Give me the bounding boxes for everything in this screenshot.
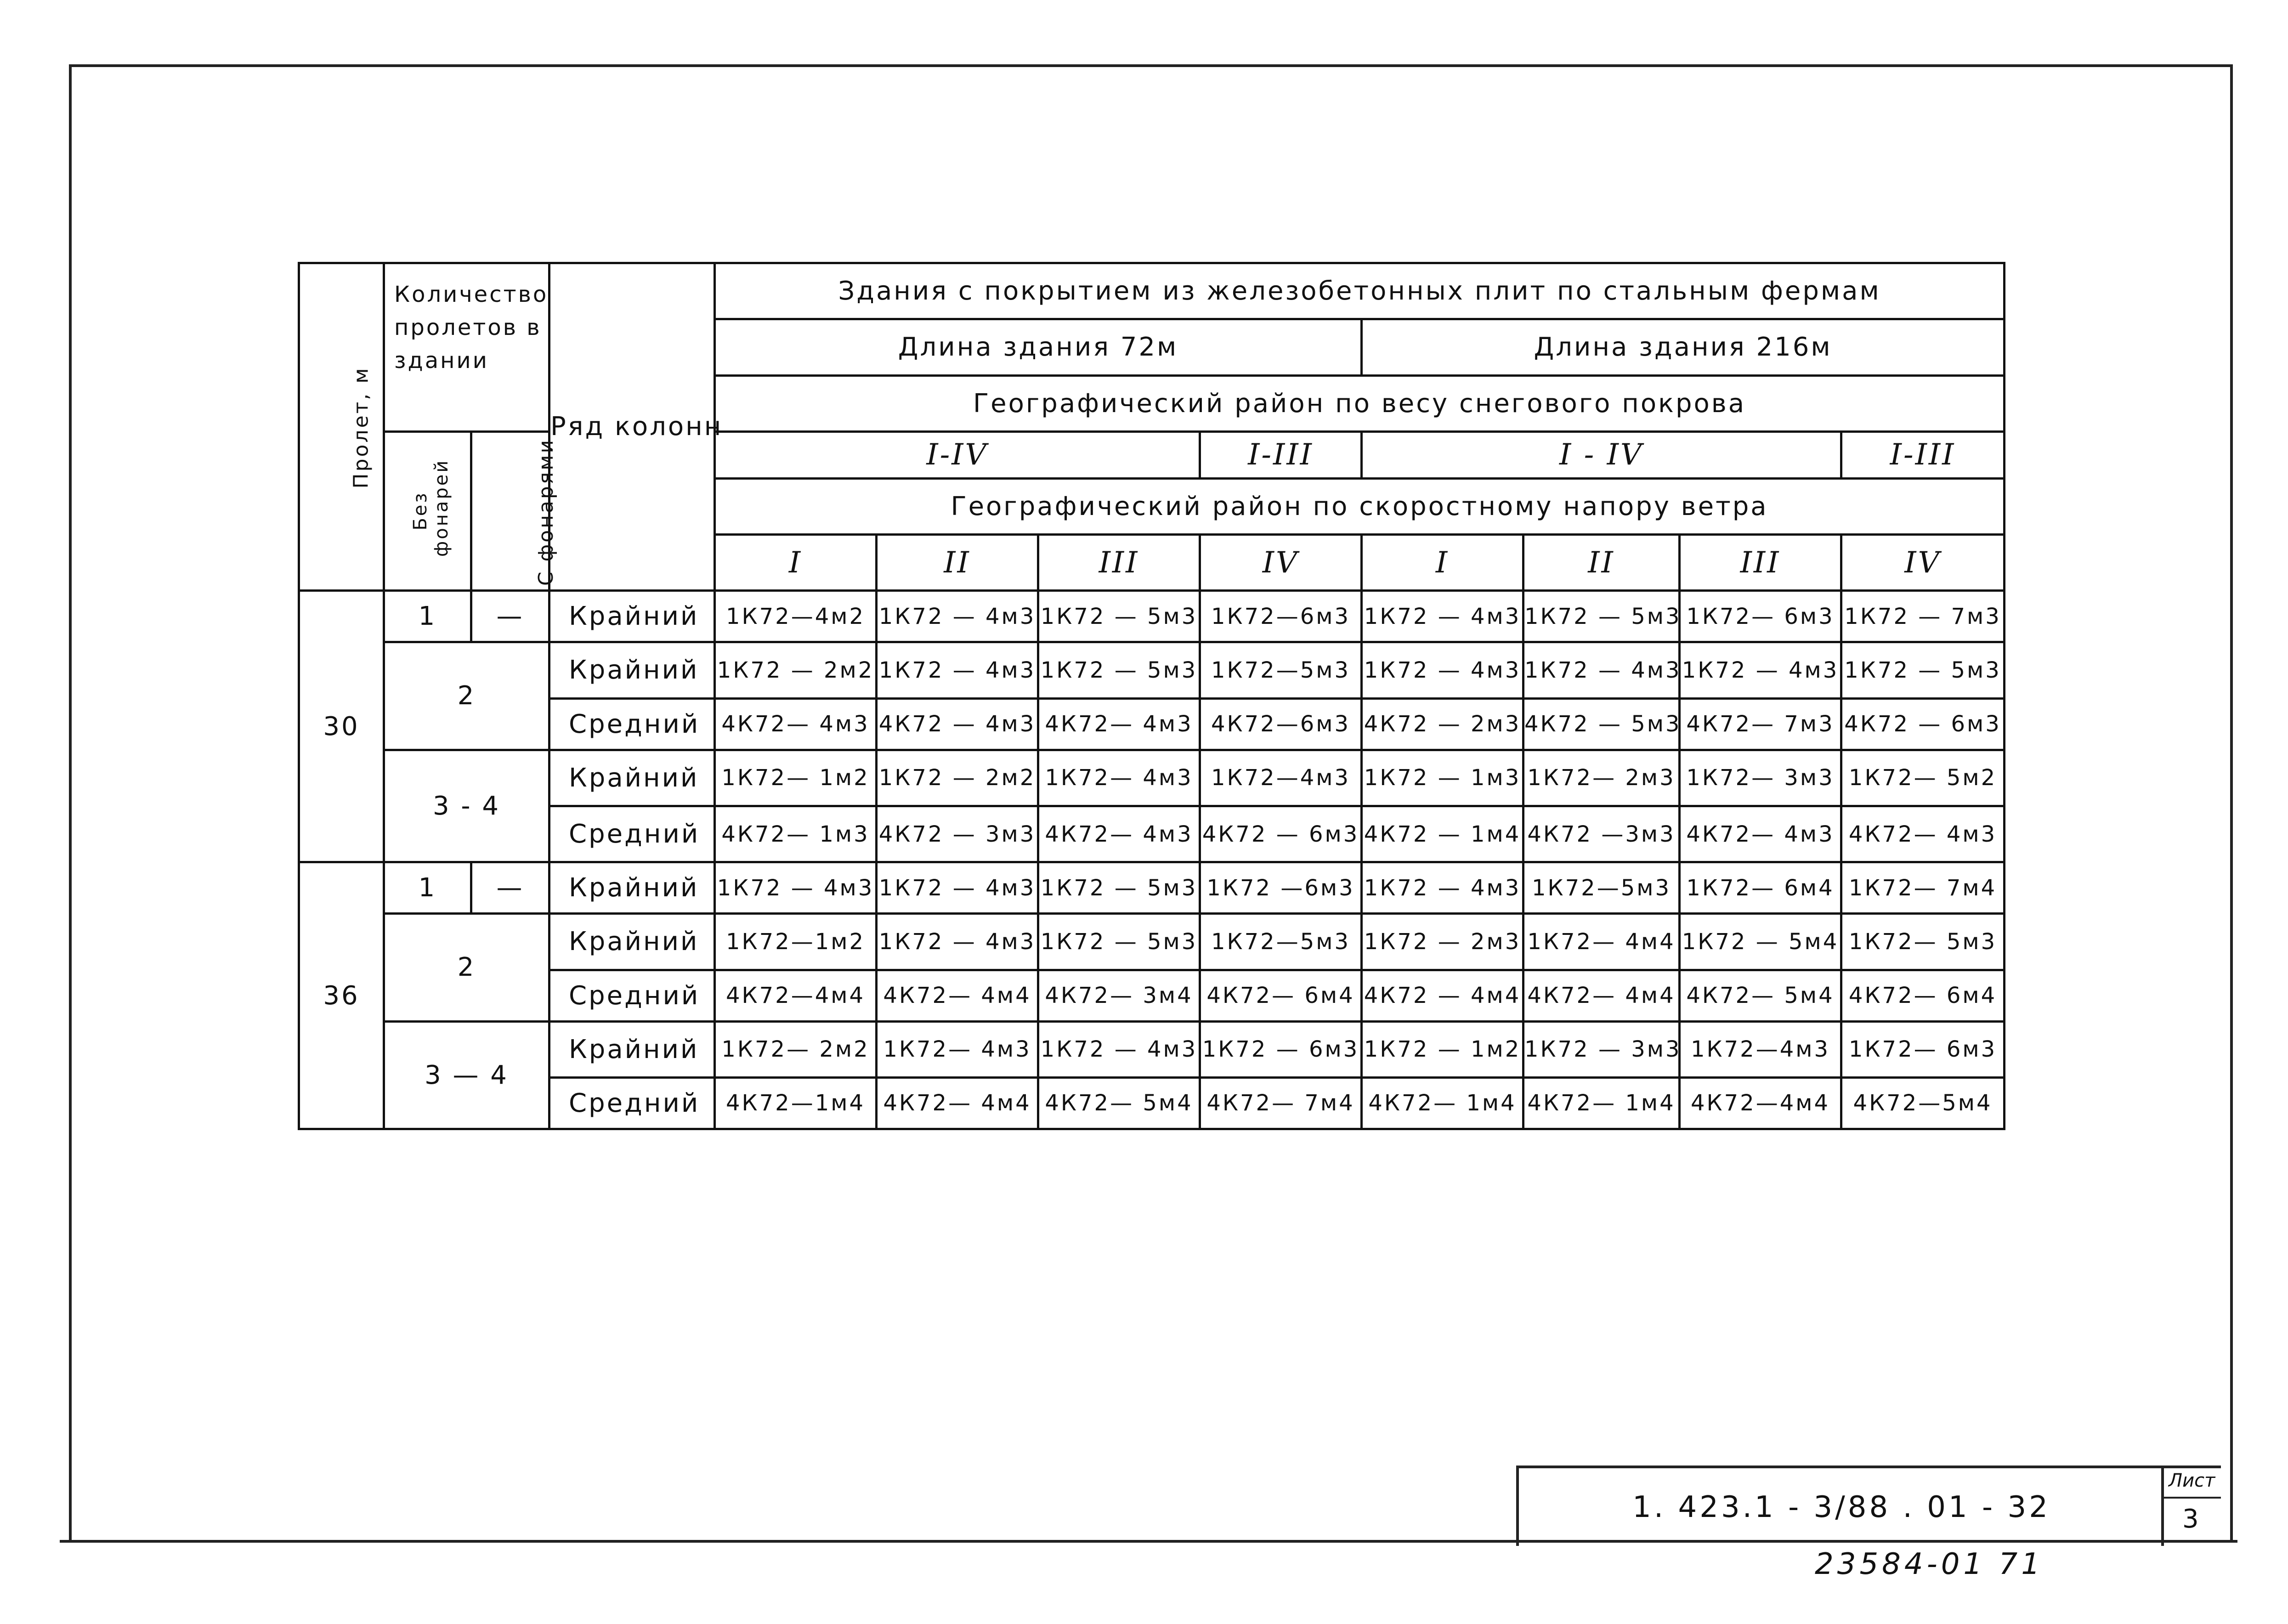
column-row-header: Ряд колонн	[549, 263, 715, 591]
column-mark: 1К72 — 1м3	[1362, 750, 1523, 806]
column-mark: 4К72—5м4	[1841, 1077, 2005, 1129]
column-mark: 1К72— 5м3	[1841, 914, 2005, 970]
column-mark: 1К72 — 3м3	[1523, 1021, 1680, 1077]
row-type: Крайний	[549, 862, 715, 914]
column-spec-table	[298, 262, 2005, 1130]
row-type: Средний	[549, 1077, 715, 1129]
column-mark: 4К72—6м3	[1200, 698, 1362, 750]
column-mark: 4К72 — 2м3	[1362, 698, 1523, 750]
column-mark: 1К72— 2м2	[715, 1021, 877, 1077]
column-mark: 1К72 — 5м3	[1038, 914, 1200, 970]
column-mark: 1К72 — 4м3	[877, 591, 1038, 642]
column-mark: 1К72— 4м3	[877, 1021, 1038, 1077]
column-mark: 1К72 — 2м2	[715, 642, 877, 698]
column-mark: 4К72—1м4	[715, 1077, 877, 1129]
row-type: Крайний	[549, 914, 715, 970]
sheet-box	[2161, 1466, 2221, 1546]
column-mark: 4К72— 4м4	[877, 970, 1038, 1021]
row-type: Средний	[549, 970, 715, 1021]
spans-count: 3 — 4	[384, 1021, 549, 1129]
column-mark: 4К72 — 1м4	[1362, 806, 1523, 862]
table-row	[299, 1077, 2005, 1129]
table-row	[299, 698, 2005, 750]
row-type: Крайний	[549, 750, 715, 806]
column-mark: 1К72— 6м4	[1680, 862, 1841, 914]
column-mark: 1К72 — 4м3	[1523, 642, 1680, 698]
column-mark: 1К72—6м3	[1200, 591, 1362, 642]
spans-count: 3 - 4	[384, 750, 549, 862]
column-mark: 1К72— 4м3	[1038, 750, 1200, 806]
column-mark: 1К72 — 5м3	[1523, 591, 1680, 642]
snow-region-header: Географический район по весу снегового покрова	[715, 375, 2005, 431]
title-block	[1516, 1466, 2224, 1548]
span-value: 30	[299, 591, 384, 862]
building-type-header: Здания с покрытием из железобетонных плит по стальным фермам	[715, 263, 2005, 319]
column-mark: 1К72 — 5м4	[1680, 914, 1841, 970]
column-mark: 1К72 — 4м3	[1038, 1021, 1200, 1077]
table-row	[299, 642, 2005, 698]
wind-region-header: Географический район по скоростному напору ветра	[715, 478, 2005, 534]
wind-zone: I	[715, 534, 877, 590]
spans-count: 1	[384, 862, 471, 914]
column-mark: 1К72— 7м4	[1841, 862, 2005, 914]
column-mark: 1К72 — 1м2	[1362, 1021, 1523, 1077]
column-mark: 1К72— 4м4	[1523, 914, 1680, 970]
column-mark: 4К72— 1м3	[715, 806, 877, 862]
column-mark: 4К72— 4м3	[715, 698, 877, 750]
sheet-label: Лист	[2169, 1470, 2215, 1491]
lantern-dash: —	[471, 591, 549, 642]
column-mark: 4К72— 5м4	[1038, 1077, 1200, 1129]
column-mark: 1К72 — 4м3	[877, 914, 1038, 970]
column-mark: 4К72— 5м4	[1680, 970, 1841, 1021]
column-mark: 4К72— 1м4	[1362, 1077, 1523, 1129]
column-mark: 1К72— 6м3	[1841, 1021, 2005, 1077]
column-mark: 4К72 —3м3	[1523, 806, 1680, 862]
wind-zone: I	[1362, 534, 1523, 590]
column-mark: 1К72 — 4м3	[1362, 642, 1523, 698]
column-mark: 4К72 — 6м3	[1200, 806, 1362, 862]
inventory-number: 23584-01 71	[1815, 1547, 2044, 1581]
length-72-header: Длина здания 72м	[715, 319, 1362, 375]
column-mark: 1К72—4м3	[1680, 1021, 1841, 1077]
column-mark: 4К72—4м4	[715, 970, 877, 1021]
column-mark: 1К72— 6м3	[1680, 591, 1841, 642]
column-mark: 4К72— 4м3	[1038, 806, 1200, 862]
spans-count: 2	[384, 914, 549, 1021]
column-mark: 4К72— 4м4	[1523, 970, 1680, 1021]
with-lanterns-header: С фонарями	[471, 431, 549, 590]
column-mark: 1К72 — 4м3	[877, 862, 1038, 914]
table-row	[299, 806, 2005, 862]
column-mark: 4К72— 4м3	[1038, 698, 1200, 750]
table-row	[299, 914, 2005, 970]
span-header: Пролет, м	[299, 263, 384, 591]
column-mark: 4К72— 7м3	[1680, 698, 1841, 750]
column-mark: 4К72—4м4	[1680, 1077, 1841, 1129]
wind-zone: II	[877, 534, 1038, 590]
row-type: Крайний	[549, 591, 715, 642]
table-row	[299, 1021, 2005, 1077]
sheet-number: 3	[2182, 1504, 2199, 1534]
wind-zone: III	[1680, 534, 1841, 590]
column-mark: 1К72— 5м2	[1841, 750, 2005, 806]
document-code: 1. 423.1 - 3/88 . 01 - 32	[1516, 1466, 2164, 1546]
column-mark: 4К72— 6м4	[1841, 970, 2005, 1021]
column-mark: 1К72—1м2	[715, 914, 877, 970]
column-mark: 1К72—4м3	[1200, 750, 1362, 806]
column-mark: 1К72—5м3	[1200, 642, 1362, 698]
column-mark: 1К72 — 4м3	[877, 642, 1038, 698]
column-mark: 4К72— 4м4	[877, 1077, 1038, 1129]
column-mark: 4К72 — 4м3	[877, 698, 1038, 750]
column-mark: 4К72— 4м3	[1680, 806, 1841, 862]
column-mark: 1К72 — 7м3	[1841, 591, 2005, 642]
column-mark: 4К72— 1м4	[1523, 1077, 1680, 1129]
wind-zone: IV	[1841, 534, 2005, 590]
column-mark: 1К72 — 4м3	[715, 862, 877, 914]
column-mark: 1К72 — 4м3	[1680, 642, 1841, 698]
column-mark: 1К72 — 4м3	[1362, 862, 1523, 914]
snow-range-1: I-IV	[715, 431, 1200, 478]
column-mark: 4К72— 3м4	[1038, 970, 1200, 1021]
snow-range-4: I-III	[1841, 431, 2005, 478]
spans-count-header: Количество пролетов в здании	[384, 263, 549, 432]
column-mark: 4К72— 4м3	[1841, 806, 2005, 862]
row-type: Крайний	[549, 1021, 715, 1077]
wind-zone: III	[1038, 534, 1200, 590]
length-216-header: Длина здания 216м	[1362, 319, 2005, 375]
no-lanterns-header: Без фонарей	[384, 431, 471, 590]
table-row	[299, 750, 2005, 806]
wind-zone: IV	[1200, 534, 1362, 590]
row-type: Крайний	[549, 642, 715, 698]
spans-count: 1	[384, 591, 471, 642]
column-mark: 1К72 — 5м3	[1038, 862, 1200, 914]
column-mark: 1К72 — 6м3	[1200, 1021, 1362, 1077]
column-mark: 1К72—5м3	[1523, 862, 1680, 914]
span-value: 36	[299, 862, 384, 1129]
column-mark: 4К72 — 6м3	[1841, 698, 2005, 750]
table-row	[299, 970, 2005, 1021]
row-type: Средний	[549, 806, 715, 862]
snow-range-2: I-III	[1200, 431, 1362, 478]
column-mark: 1К72 — 5м3	[1038, 591, 1200, 642]
column-mark: 1К72— 3м3	[1680, 750, 1841, 806]
column-mark: 4К72 — 4м4	[1362, 970, 1523, 1021]
column-mark: 4К72 — 3м3	[877, 806, 1038, 862]
table-row	[299, 862, 2005, 914]
snow-range-3: I - IV	[1362, 431, 1841, 478]
spans-count: 2	[384, 642, 549, 750]
column-mark: 1К72—5м3	[1200, 914, 1362, 970]
lantern-dash: —	[471, 862, 549, 914]
column-mark: 1К72 — 2м2	[877, 750, 1038, 806]
row-type: Средний	[549, 698, 715, 750]
wind-zone: II	[1523, 534, 1680, 590]
column-mark: 4К72— 6м4	[1200, 970, 1362, 1021]
column-mark: 1К72— 2м3	[1523, 750, 1680, 806]
column-mark: 1К72 — 5м3	[1841, 642, 2005, 698]
column-mark: 1К72 — 4м3	[1362, 591, 1523, 642]
column-mark: 1К72 — 2м3	[1362, 914, 1523, 970]
column-mark: 4К72 — 5м3	[1523, 698, 1680, 750]
column-mark: 4К72— 7м4	[1200, 1077, 1362, 1129]
table-row	[299, 591, 2005, 642]
column-mark: 1К72— 1м2	[715, 750, 877, 806]
column-mark: 1К72 — 5м3	[1038, 642, 1200, 698]
column-mark: 1К72 —6м3	[1200, 862, 1362, 914]
sheet-divider	[2164, 1497, 2221, 1499]
column-mark: 1К72—4м2	[715, 591, 877, 642]
